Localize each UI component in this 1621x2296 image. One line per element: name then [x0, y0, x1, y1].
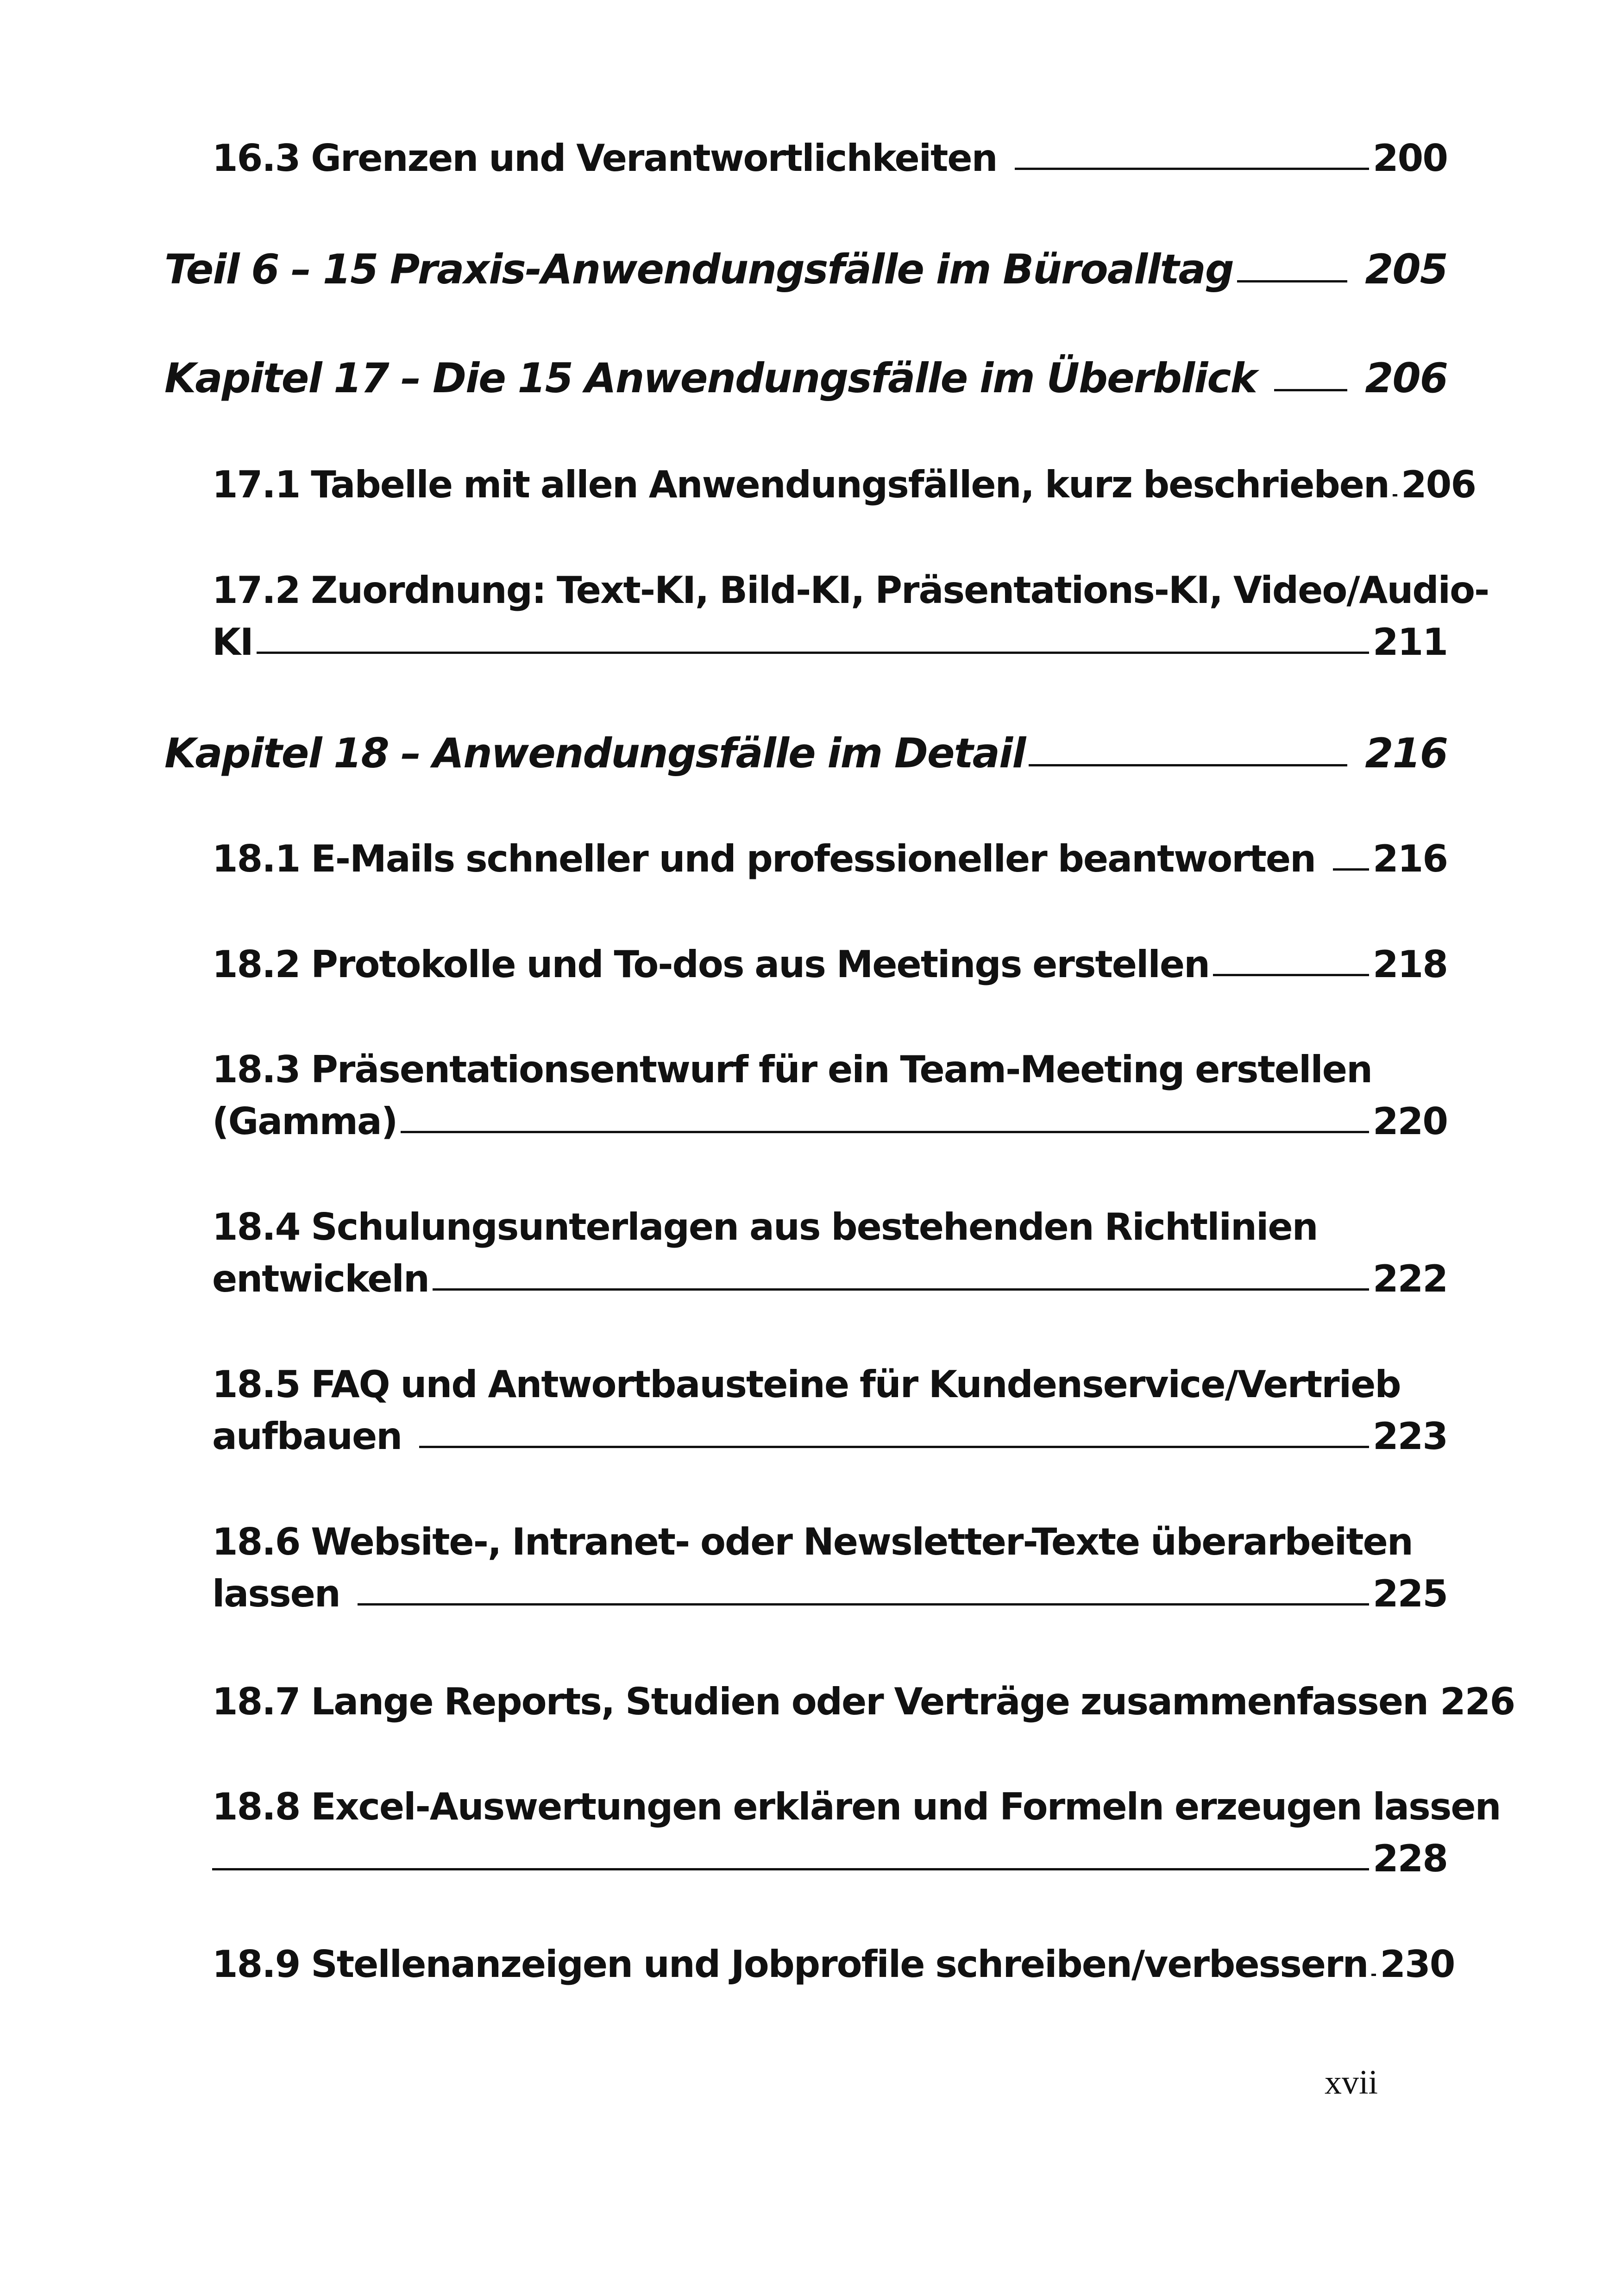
- toc-entry: [212, 463, 1476, 506]
- toc-entry: [212, 1415, 1447, 1458]
- toc-entry: [212, 1943, 1455, 1986]
- toc-leader: [1393, 494, 1397, 496]
- toc-leader: [212, 1868, 1369, 1870]
- toc-leader: [419, 1446, 1369, 1448]
- toc-entry-title-line1: 18.6 Website-, Intranet- oder Newsletter-Texte überarbeiten: [212, 1520, 1413, 1563]
- toc-entry-page: 216: [1373, 837, 1447, 880]
- toc-entry-page: 228: [1373, 1837, 1447, 1880]
- toc-entry-title: 18.1 E-Mails schneller und professioneller beantworten: [212, 837, 1316, 880]
- toc-entry-page: 223: [1373, 1415, 1447, 1458]
- toc-leader: [433, 1288, 1369, 1291]
- toc-entry-title-line1: 18.3 Präsentationsentwurf für ein Team-Meeting erstellen: [212, 1048, 1372, 1091]
- toc-leader: [1213, 974, 1369, 976]
- toc-entry-title-line2: lassen: [212, 1572, 340, 1615]
- toc-chapter-title: Kapitel 18 – Anwendungsfälle im Detail: [164, 729, 1025, 777]
- toc-entry-title-line2: (Gamma): [212, 1100, 397, 1143]
- toc-leader: [257, 652, 1369, 654]
- toc-leader: [1333, 868, 1369, 871]
- toc-part-page: 205: [1365, 245, 1447, 293]
- toc-leader: [1029, 764, 1347, 766]
- toc-entry-title-line2: KI: [212, 621, 253, 664]
- page-number: xvii: [1325, 2064, 1378, 2102]
- toc-chapter-title: Kapitel 17 – Die 15 Anwendungsfälle im Überblick: [164, 354, 1257, 402]
- toc-leader: [1371, 1974, 1376, 1976]
- toc-leader: [1274, 389, 1347, 391]
- toc-entry-page: 230: [1380, 1943, 1455, 1986]
- toc-leader: [1015, 168, 1369, 170]
- toc-entry-page: 222: [1373, 1257, 1447, 1300]
- toc-chapter-page: 216: [1365, 729, 1447, 777]
- toc-entry-title-line1: 18.8 Excel-Auswertungen erklären und Formeln erzeugen lassen: [212, 1785, 1501, 1828]
- toc-entry: [212, 1100, 1447, 1143]
- toc-entry: [212, 1257, 1447, 1300]
- toc-entry-title: 18.7 Lange Reports, Studien oder Verträge zusammenfassen: [212, 1680, 1428, 1723]
- toc-entry-page: 226: [1440, 1680, 1515, 1723]
- toc-entry-page: 211: [1373, 621, 1447, 664]
- toc-entry-page: 218: [1373, 943, 1447, 986]
- toc-entry: [212, 1837, 1447, 1880]
- toc-entry-title: 18.9 Stellenanzeigen und Jobprofile schreiben/verbessern: [212, 1943, 1368, 1986]
- toc-part-heading: [164, 245, 1447, 293]
- toc-entry: [212, 137, 1447, 180]
- toc-entry-title-line2: entwickeln: [212, 1257, 429, 1300]
- toc-leader: [358, 1603, 1369, 1606]
- toc-entry: [212, 943, 1447, 986]
- toc-entry: [212, 1680, 1515, 1723]
- toc-leader: [401, 1131, 1369, 1133]
- toc-entry-title: 18.2 Protokolle und To-dos aus Meetings erstellen: [212, 943, 1210, 986]
- toc-entry: [212, 837, 1447, 880]
- toc-entry-title: 17.1 Tabelle mit allen Anwendungsfällen, kurz beschrieben: [212, 463, 1389, 506]
- toc-entry-page: 225: [1373, 1572, 1447, 1615]
- toc-chapter-heading: [164, 729, 1447, 777]
- toc-part-title: Teil 6 – 15 Praxis-Anwendungsfälle im Büroalltag: [164, 245, 1233, 293]
- toc-entry: [212, 1572, 1447, 1615]
- toc-entry-title-line1: 18.5 FAQ und Antwortbausteine für Kundenservice/Vertrieb: [212, 1363, 1401, 1406]
- toc-entry-title-line1: 17.2 Zuordnung: Text-KI, Bild-KI, Präsentations-KI, Video/Audio-: [212, 569, 1489, 612]
- toc-entry: [212, 621, 1447, 664]
- toc-chapter-heading: [164, 354, 1447, 402]
- toc-entry-title-line2: aufbauen: [212, 1415, 402, 1458]
- toc-chapter-page: 206: [1365, 354, 1447, 402]
- toc-entry-page: 200: [1373, 137, 1447, 180]
- toc-leader: [1237, 280, 1347, 282]
- toc-entry-title: 16.3 Grenzen und Verantwortlichkeiten: [212, 137, 997, 180]
- toc-entry-page: 220: [1373, 1100, 1447, 1143]
- toc-entry-title-line1: 18.4 Schulungsunterlagen aus bestehenden Richtlinien: [212, 1205, 1318, 1248]
- toc-entry-page: 206: [1401, 463, 1476, 506]
